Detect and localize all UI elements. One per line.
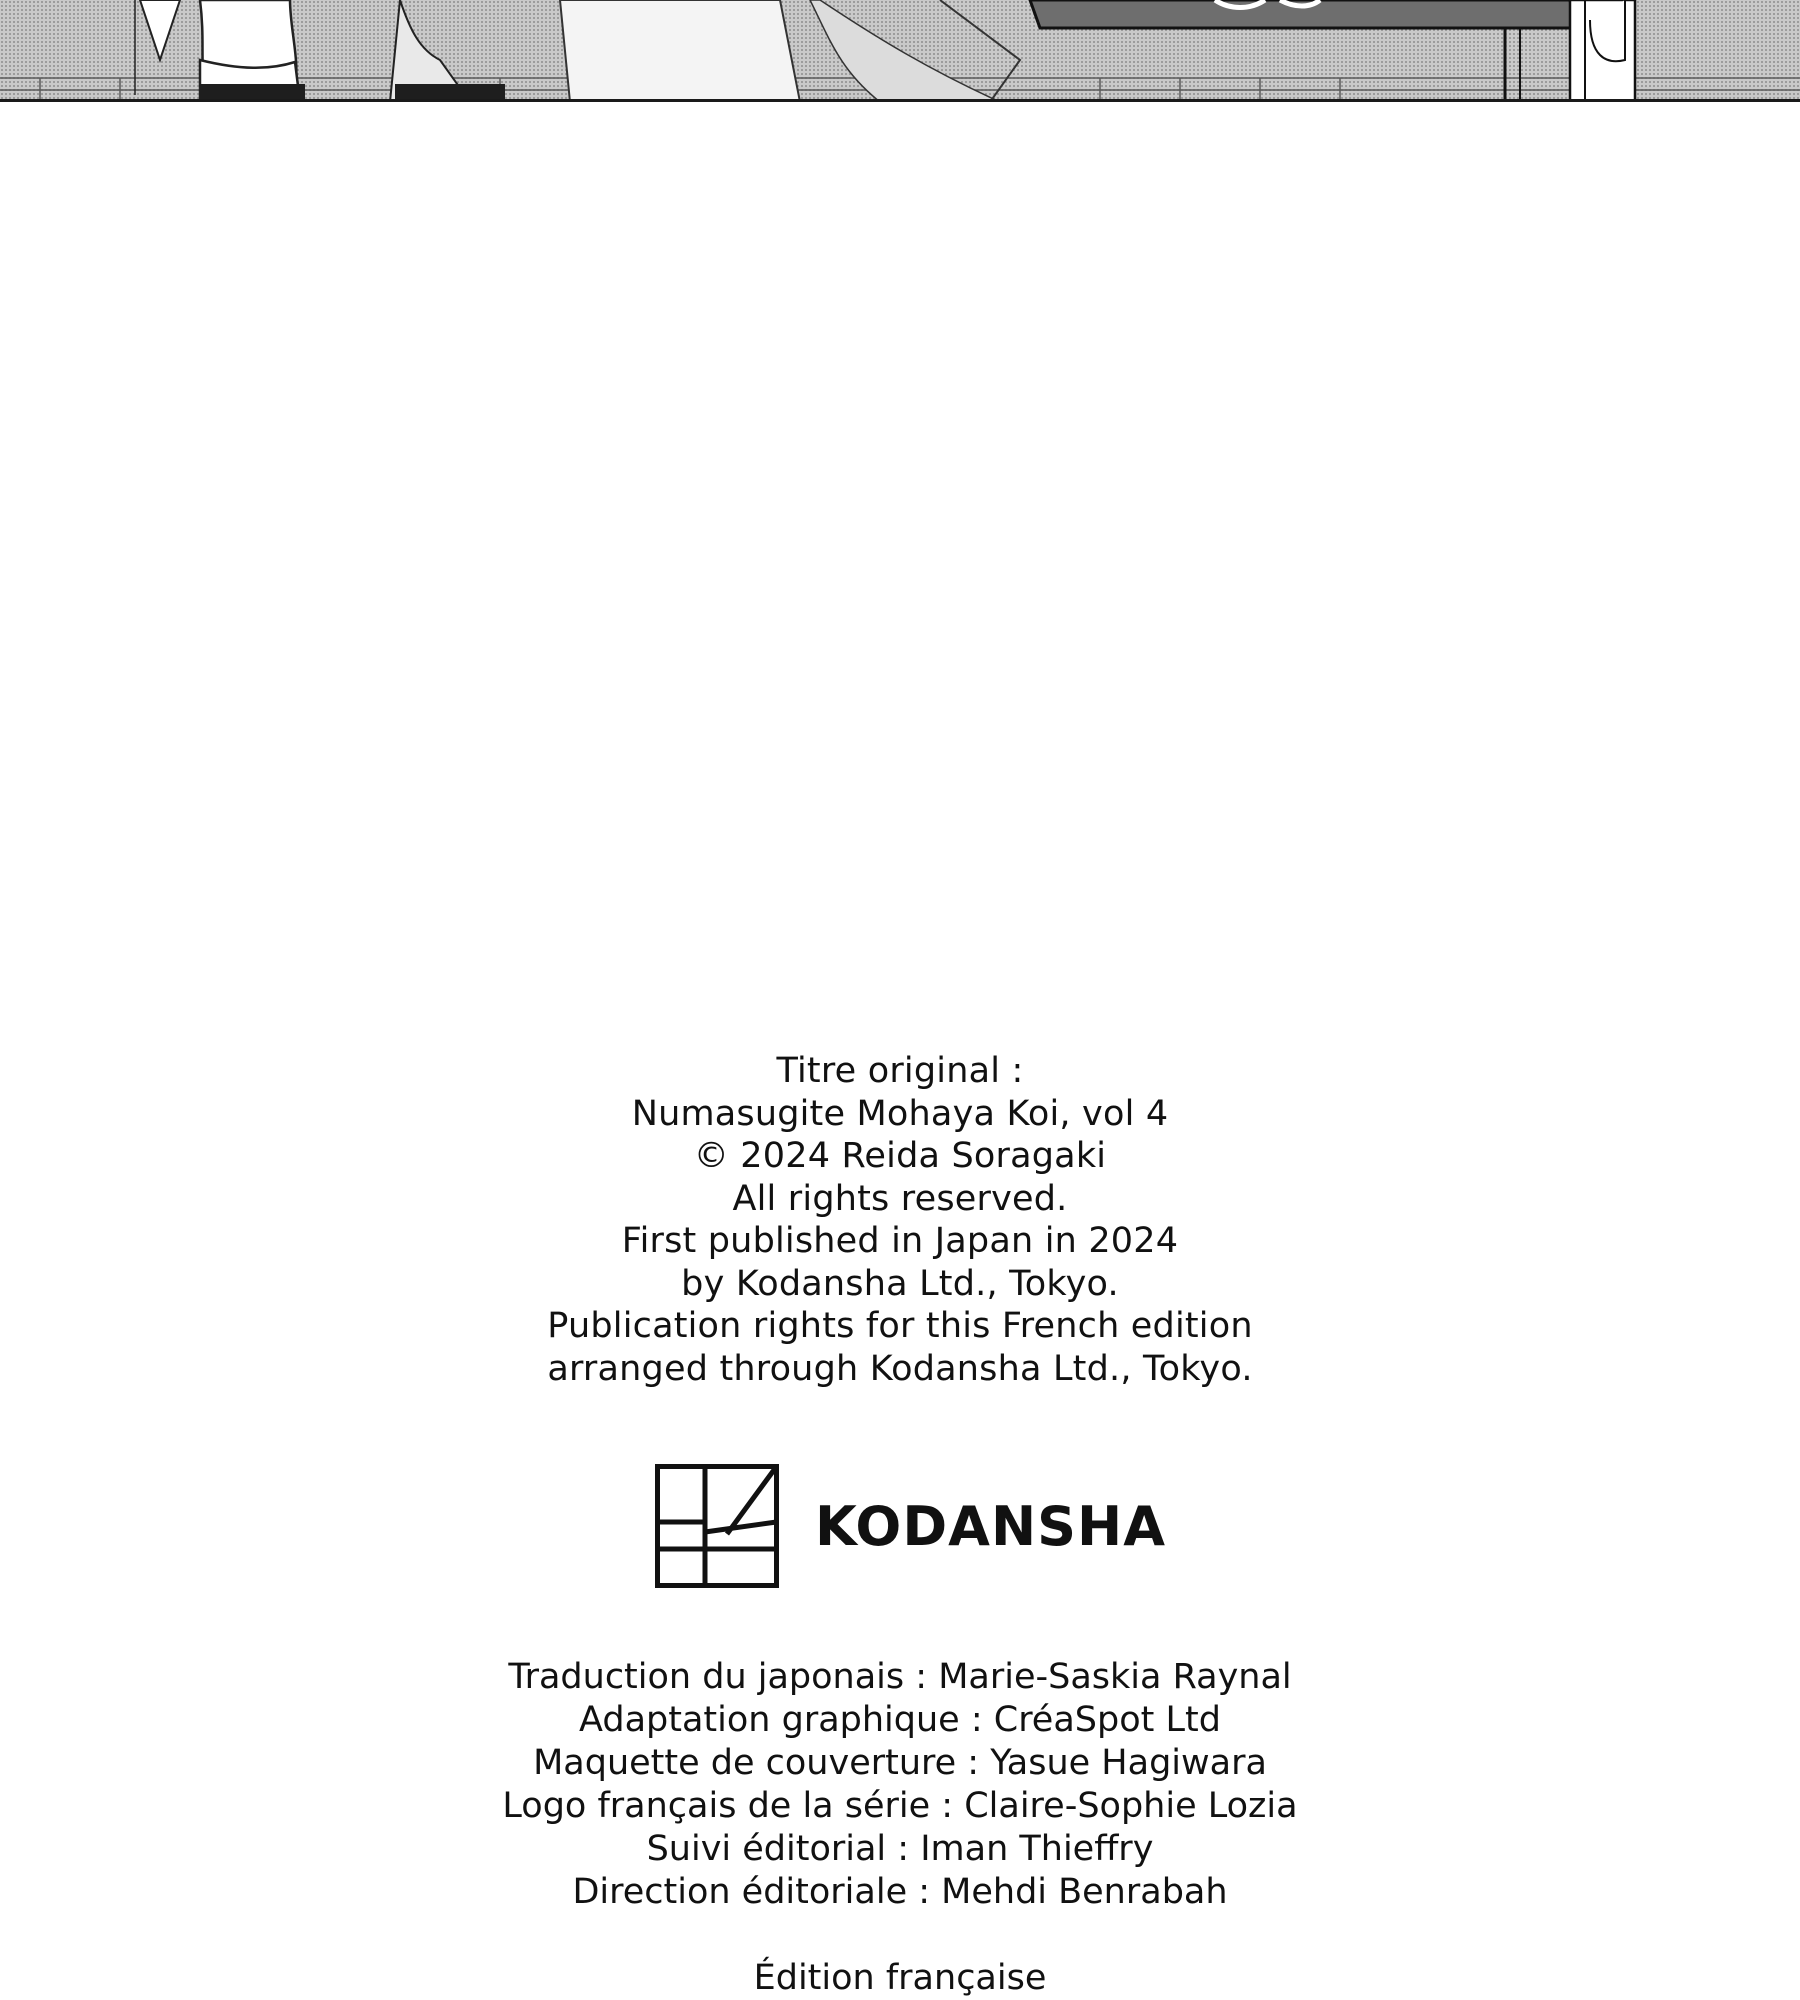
manga-panel-drawing bbox=[0, 0, 1800, 102]
original-title: Numasugite Mohaya Koi, vol 4 bbox=[631, 1093, 1169, 1134]
manga-panel-illustration bbox=[0, 0, 1800, 102]
edition-heading: Édition française bbox=[753, 1958, 1047, 1998]
first-published: First published in Japan in 2024 bbox=[621, 1221, 1179, 1261]
kodansha-mark-icon bbox=[655, 1464, 779, 1588]
copyright-notice bbox=[0, 1050, 1800, 1390]
copyright-line: © 2024 Reida Soragaki bbox=[693, 1136, 1107, 1176]
publisher-logo bbox=[655, 1464, 1167, 1588]
credit-editorial-follow-up: Suivi éditorial : Iman Thieffry bbox=[646, 1829, 1154, 1869]
rights-reserved: All rights reserved. bbox=[732, 1178, 1068, 1219]
original-title-label: Titre original : bbox=[776, 1051, 1024, 1091]
credit-series-logo: Logo français de la série : Claire-Sophie Lozia bbox=[502, 1786, 1298, 1826]
rights-arrangement: arranged through Kodansha Ltd., Tokyo. bbox=[547, 1348, 1253, 1389]
publication-rights: Publication rights for this French edition bbox=[547, 1306, 1253, 1346]
credit-editorial-direction: Direction éditoriale : Mehdi Benrabah bbox=[572, 1872, 1228, 1912]
first-publisher: by Kodansha Ltd., Tokyo. bbox=[681, 1263, 1119, 1304]
kodansha-wordmark: KODANSHA bbox=[815, 1495, 1167, 1558]
credits-list bbox=[0, 1656, 1800, 1914]
credit-graphic-adaptation: Adaptation graphique : CréaSpot Ltd bbox=[579, 1700, 1221, 1740]
credit-cover-layout: Maquette de couverture : Yasue Hagiwara bbox=[533, 1743, 1267, 1783]
credit-translation: Traduction du japonais : Marie-Saskia Raynal bbox=[508, 1657, 1292, 1697]
